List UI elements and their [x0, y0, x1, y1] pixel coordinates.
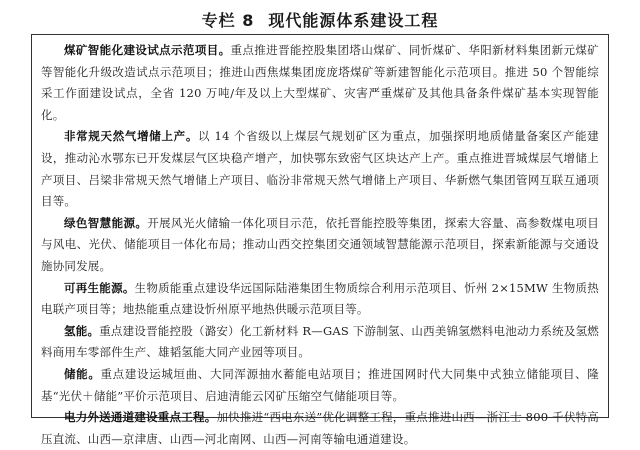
column-box	[31, 34, 609, 446]
section-hydrogen	[41, 321, 599, 364]
section-heading: 非常规天然气增储上产。	[64, 129, 199, 144]
section-green-energy	[41, 213, 599, 278]
section-body: 重点建设晋能控股（潞安）化工新材料 R—GAS 下游制氢、山西美锦氢燃料电池动力系统及氢燃料商用车零部件生产、雄韬氢能大同产业园等项目。	[41, 323, 599, 360]
page-title	[0, 8, 640, 31]
section-natural-gas	[41, 126, 599, 212]
section-heading: 绿色智慧能源。	[64, 215, 148, 230]
section-heading: 氢能。	[64, 323, 100, 338]
section-heading: 储能。	[64, 366, 101, 381]
section-heading: 煤矿智能化建设试点示范项目。	[64, 43, 231, 57]
section-body: 开展风光火储输一体化项目示范，依托晋能控股等集团，探索大容量、高参数煤电项目与风电、光伏、储能项目一体化布局；推动山西交控集团交通领域智慧能源示范项目，探索新能源与交通设施协同发展。	[41, 215, 599, 273]
section-body: 生物质能重点建设华远国际陆港集团生物质综合利用示范项目、忻州 2×15MW 生物质热电联产项目等；地热能重点建设忻州原平地热供暖示范项目等。	[41, 280, 599, 317]
section-transmission	[41, 407, 599, 450]
section-storage	[41, 364, 599, 407]
column-label: 专栏 8	[201, 11, 255, 30]
section-body: 以 14 个省级以上煤层气规划矿区为重点，加强探明地质储量备案区产能建设，推动沁水鄂东已开发煤层气区块稳产增产，加快鄂东致密气区块达产上产。重点推进晋城煤层气增储上产项目、吕梁非常规天然气增储上产项目、临汾非常规天然气增储上产项目、华新燃气集团管网互联互通项目等。	[41, 129, 599, 209]
section-body: 重点建设运城垣曲、大同浑源抽水蓄能电站项目；推进国网时代大同集中式独立储能项目、隆基“光伏＋储能”平价示范项目、启迪清能云冈矿压缩空气储能项目等。	[41, 366, 599, 403]
section-coal-mine	[41, 40, 599, 126]
section-heading: 可再生能源。	[64, 280, 135, 295]
section-heading: 电力外送通道建设重点工程。	[64, 410, 217, 425]
section-renewable	[41, 278, 599, 321]
section-body: 重点推进晋能控股集团塔山煤矿、同忻煤矿、华阳新材料集团新元煤矿等智能化升级改造试点示范项目；推进山西焦煤集团庞庞塔煤矿等新建智能化示范项目。推进 50 个智能综采工作面建设试点，全省 120 万吨/年及以上大型煤矿、灾害严重煤矿及其他具备条件煤矿基本实现智能化。	[41, 43, 599, 122]
section-body: 加快推进“西电东送”优化调整工程，重点推进山西—浙江士 800 千伏特高压直流、山西—京津唐、山西—河北南网、山西—河南等输电通道建设。	[41, 410, 599, 446]
column-title: 现代能源体系建设工程	[268, 11, 439, 30]
